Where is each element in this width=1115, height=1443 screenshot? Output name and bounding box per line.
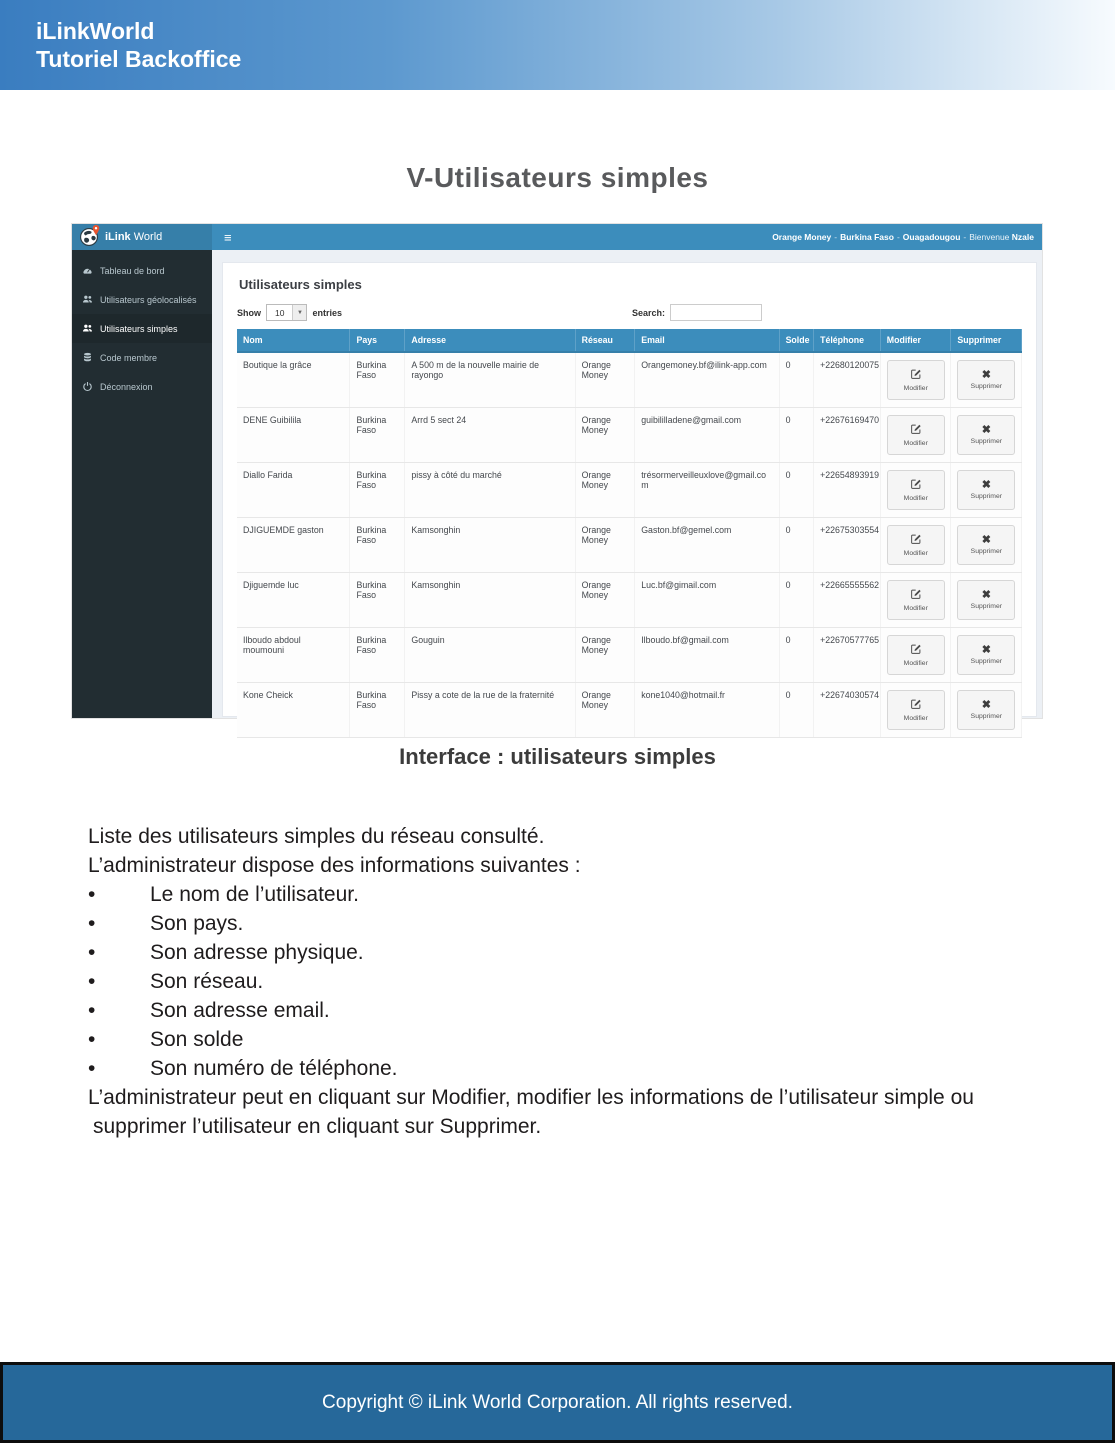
- ilink-globe-logo-icon: [80, 228, 98, 246]
- main-content: [212, 250, 1042, 722]
- entries-label: entries: [312, 307, 342, 318]
- table-row: [237, 408, 1022, 463]
- section-title: V-Utilisateurs simples: [406, 162, 709, 193]
- show-label: Show: [237, 307, 261, 318]
- cell-adresse: A 500 m de la nouvelle mairie de rayongo: [405, 352, 575, 408]
- closing-line2: supprimer l’utilisateur en cliquant sur Supprimer.: [93, 1115, 542, 1138]
- sidebar-item-label: Tableau de bord: [100, 265, 165, 276]
- modifier-button[interactable]: [887, 415, 945, 455]
- edit-icon: [910, 533, 922, 547]
- closing-line1: L’administrateur peut en cliquant sur Modifier, modifier les informations de l’utilisateur simple ou: [88, 1086, 974, 1109]
- cell-email: trésormerveilleuxlove@gmail.com: [635, 463, 779, 518]
- navbar: [212, 224, 1042, 250]
- banner-line1: iLinkWorld: [36, 18, 155, 44]
- panel-heading: Utilisateurs simples: [239, 277, 362, 292]
- column-header: Modifier: [880, 329, 951, 352]
- bullet-marker: •: [88, 970, 96, 993]
- cell-telephone: +22676169470: [814, 408, 881, 463]
- table-row: [237, 683, 1022, 738]
- bullet-text: Son adresse email.: [150, 999, 330, 1022]
- sidebar-item-utilisateurs-g-olocalis-s[interactable]: [72, 285, 212, 314]
- bullet-text: Son réseau.: [150, 970, 264, 993]
- navbar-username: Nzale: [1011, 232, 1034, 242]
- screenshot-caption: Interface : utilisateurs simples: [399, 744, 716, 769]
- bullet-item: [88, 1054, 1048, 1083]
- navbar-greeting: Bienvenue: [969, 232, 1010, 242]
- separator: -: [834, 232, 838, 242]
- column-header: Email: [635, 329, 779, 352]
- navbar-network: Orange Money: [772, 232, 832, 242]
- bullet-item: [88, 1025, 1048, 1054]
- search-label: Search:: [631, 307, 665, 318]
- page-size-value: 10: [275, 307, 285, 318]
- cell-adresse: Pissy a cote de la rue de la fraternité: [405, 683, 575, 738]
- page-size-select[interactable]: [266, 304, 307, 321]
- edit-icon: [910, 588, 922, 602]
- cell-solde: 0: [779, 573, 814, 628]
- x-icon: ✖: [981, 369, 991, 381]
- cell-supprimer: [951, 408, 1022, 463]
- cell-reseau: Orange Money: [575, 408, 635, 463]
- search-input[interactable]: [670, 304, 762, 321]
- modifier-button-label: Modifier: [903, 549, 928, 557]
- chevron-down-icon: ▼: [292, 305, 306, 320]
- modifier-button-label: Modifier: [903, 439, 928, 447]
- edit-icon: [910, 643, 922, 657]
- cell-reseau: Orange Money: [575, 352, 635, 408]
- supprimer-button[interactable]: [957, 525, 1015, 565]
- cell-email: kone1040@hotmail.fr: [635, 683, 779, 738]
- cell-solde: 0: [779, 463, 814, 518]
- document-footer: [0, 1362, 1115, 1443]
- cell-email: Orangemoney.bf@ilink-app.com: [635, 352, 779, 408]
- cell-nom: Boutique la grâce: [237, 352, 350, 408]
- cell-pays: Burkina Faso: [350, 573, 405, 628]
- x-icon: ✖: [981, 424, 991, 436]
- banner-line2: Tutoriel Backoffice: [36, 46, 242, 72]
- cell-telephone: +22680120075: [814, 352, 881, 408]
- supprimer-button-label: Supprimer: [970, 603, 1003, 610]
- cell-modifier: [880, 628, 951, 683]
- navbar-city: Ouagadougou: [902, 232, 961, 242]
- cell-telephone: +22670577765: [814, 628, 881, 683]
- bullet-marker: •: [88, 912, 96, 935]
- search-control: [632, 304, 762, 321]
- brand-area[interactable]: [72, 224, 212, 250]
- users-icon: [82, 294, 93, 305]
- cell-modifier: [880, 408, 951, 463]
- separator: -: [963, 232, 967, 242]
- cell-email: Gaston.bf@gemel.com: [635, 518, 779, 573]
- supprimer-button[interactable]: [957, 360, 1015, 400]
- bullet-marker: •: [88, 1028, 96, 1051]
- supprimer-button-label: Supprimer: [970, 713, 1003, 720]
- cell-reseau: Orange Money: [575, 463, 635, 518]
- dashboard-icon: [82, 265, 93, 276]
- sidebar-item-d-connexion[interactable]: [72, 372, 212, 401]
- table-row: [237, 518, 1022, 573]
- cell-nom: Kone Cheick: [237, 683, 350, 738]
- column-header: Adresse: [405, 329, 575, 352]
- cell-solde: 0: [779, 408, 814, 463]
- sidebar: [72, 250, 212, 718]
- separator: -: [896, 232, 900, 242]
- cell-solde: 0: [779, 352, 814, 408]
- cell-adresse: pissy à côté du marché: [405, 463, 575, 518]
- cell-reseau: Orange Money: [575, 628, 635, 683]
- users-icon: [82, 323, 93, 334]
- modifier-button[interactable]: [887, 360, 945, 400]
- cell-solde: 0: [779, 518, 814, 573]
- cell-telephone: +22674030574: [814, 683, 881, 738]
- cell-adresse: Kamsonghin: [405, 573, 575, 628]
- modifier-button-label: Modifier: [903, 659, 928, 667]
- cell-supprimer: [951, 573, 1022, 628]
- sidebar-item-code-membre[interactable]: [72, 343, 212, 372]
- supprimer-button-label: Supprimer: [970, 548, 1003, 555]
- cell-modifier: [880, 463, 951, 518]
- table-row: [237, 463, 1022, 518]
- brand-bold: iLink: [105, 231, 131, 243]
- cell-telephone: +22665555562: [814, 573, 881, 628]
- cell-nom: DJIGUEMDE gaston: [237, 518, 350, 573]
- sidebar-item-label: Déconnexion: [100, 381, 153, 392]
- edit-icon: [910, 698, 922, 712]
- bullet-marker: •: [88, 941, 96, 964]
- modifier-button-label: Modifier: [903, 604, 928, 612]
- app-screenshot: [72, 224, 1042, 722]
- cell-supprimer: [951, 352, 1022, 408]
- modifier-button[interactable]: [887, 525, 945, 565]
- bullet-item: [88, 880, 1048, 909]
- cell-modifier: [880, 683, 951, 738]
- hamburger-menu-icon[interactable]: ≡: [224, 229, 232, 245]
- cell-nom: Diallo Farida: [237, 463, 350, 518]
- cell-pays: Burkina Faso: [350, 408, 405, 463]
- bullet-item: [88, 938, 1048, 967]
- bullet-text: Son solde: [150, 1028, 244, 1051]
- cell-reseau: Orange Money: [575, 683, 635, 738]
- column-header: Nom: [237, 329, 350, 352]
- bullet-marker: •: [88, 999, 96, 1022]
- app-top-navbar: [72, 224, 1042, 250]
- supprimer-button[interactable]: [957, 580, 1015, 620]
- cell-supprimer: [951, 463, 1022, 518]
- modifier-button-label: Modifier: [903, 714, 928, 722]
- cell-pays: Burkina Faso: [350, 683, 405, 738]
- modifier-button-label: Modifier: [903, 384, 928, 392]
- cell-adresse: Gouguin: [405, 628, 575, 683]
- modifier-button[interactable]: [887, 470, 945, 510]
- cell-supprimer: [951, 628, 1022, 683]
- page-size-control: [237, 304, 342, 321]
- bullet-marker: •: [88, 883, 96, 906]
- cell-nom: Ilboudo abdoul moumouni: [237, 628, 350, 683]
- navbar-country: Burkina Faso: [840, 232, 894, 242]
- supprimer-button-label: Supprimer: [970, 438, 1003, 445]
- supprimer-button-label: Supprimer: [970, 493, 1003, 500]
- cell-solde: 0: [779, 628, 814, 683]
- x-icon: ✖: [981, 534, 991, 546]
- x-icon: ✖: [981, 589, 991, 601]
- table-row: [237, 352, 1022, 408]
- table-header-row: [237, 329, 1022, 352]
- bullet-text: Le nom de l’utilisateur.: [150, 883, 359, 906]
- modifier-button[interactable]: [887, 690, 945, 730]
- location-pin-icon: [92, 225, 100, 235]
- description-block: [88, 822, 1048, 1141]
- edit-icon: [910, 368, 922, 382]
- edit-icon: [910, 423, 922, 437]
- column-header: Téléphone: [814, 329, 881, 352]
- cell-modifier: [880, 573, 951, 628]
- bullet-text: Son numéro de téléphone.: [150, 1057, 398, 1080]
- bullet-text: Son pays.: [150, 912, 244, 935]
- cell-supprimer: [951, 518, 1022, 573]
- supprimer-button[interactable]: [957, 415, 1015, 455]
- cell-reseau: Orange Money: [575, 573, 635, 628]
- sidebar-item-utilisateurs-simples[interactable]: [72, 314, 212, 343]
- supprimer-button[interactable]: [957, 635, 1015, 675]
- supprimer-button-label: Supprimer: [970, 383, 1003, 390]
- users-panel: [222, 262, 1037, 722]
- edit-icon: [910, 478, 922, 492]
- brand-name: [105, 231, 162, 243]
- cell-reseau: Orange Money: [575, 518, 635, 573]
- power-icon: [82, 381, 93, 392]
- sidebar-item-label: Utilisateurs simples: [100, 323, 178, 334]
- brand-regular: World: [130, 231, 163, 243]
- database-icon: [82, 352, 93, 363]
- column-header: Solde: [779, 329, 814, 352]
- cell-adresse: Kamsonghin: [405, 518, 575, 573]
- sidebar-item-label: Utilisateurs géolocalisés: [100, 294, 197, 305]
- supprimer-button-label: Supprimer: [970, 658, 1003, 665]
- modifier-button[interactable]: [887, 635, 945, 675]
- cell-email: guibililladene@gmail.com: [635, 408, 779, 463]
- info-bullet-list: [88, 880, 1048, 1083]
- cell-nom: Djiguemde luc: [237, 573, 350, 628]
- document-banner: [0, 0, 1115, 90]
- cell-email: Ilboudo.bf@gmail.com: [635, 628, 779, 683]
- cell-nom: DENE Guibilila: [237, 408, 350, 463]
- table-row: [237, 628, 1022, 683]
- column-header: Pays: [350, 329, 405, 352]
- cell-telephone: +22654893919: [814, 463, 881, 518]
- description-line2: L’administrateur dispose des informations suivantes :: [88, 854, 581, 877]
- supprimer-button[interactable]: [957, 690, 1015, 730]
- x-icon: ✖: [981, 479, 991, 491]
- cell-modifier: [880, 518, 951, 573]
- cell-adresse: Arrd 5 sect 24: [405, 408, 575, 463]
- supprimer-button[interactable]: [957, 470, 1015, 510]
- users-table: [237, 329, 1022, 738]
- navbar-user-info: [772, 232, 1034, 242]
- bullet-item: [88, 967, 1048, 996]
- column-header: Supprimer: [951, 329, 1022, 352]
- modifier-button[interactable]: [887, 580, 945, 620]
- column-header: Réseau: [575, 329, 635, 352]
- cell-modifier: [880, 352, 951, 408]
- table-row: [237, 573, 1022, 628]
- cell-pays: Burkina Faso: [350, 352, 405, 408]
- cell-pays: Burkina Faso: [350, 628, 405, 683]
- copyright-text: Copyright © iLink World Corporation. All rights reserved.: [322, 1391, 793, 1413]
- cell-email: Luc.bf@gimail.com: [635, 573, 779, 628]
- cell-pays: Burkina Faso: [350, 518, 405, 573]
- x-icon: ✖: [981, 644, 991, 656]
- sidebar-item-tableau-de-bord[interactable]: [72, 256, 212, 285]
- cell-solde: 0: [779, 683, 814, 738]
- description-line1: Liste des utilisateurs simples du réseau consulté.: [88, 825, 545, 848]
- x-icon: ✖: [981, 699, 991, 711]
- bullet-item: [88, 996, 1048, 1025]
- modifier-button-label: Modifier: [903, 494, 928, 502]
- cell-supprimer: [951, 683, 1022, 738]
- bullet-marker: •: [88, 1057, 96, 1080]
- cell-telephone: +22675303554: [814, 518, 881, 573]
- sidebar-item-label: Code membre: [100, 352, 158, 363]
- bullet-text: Son adresse physique.: [150, 941, 364, 964]
- cell-pays: Burkina Faso: [350, 463, 405, 518]
- bullet-item: [88, 909, 1048, 938]
